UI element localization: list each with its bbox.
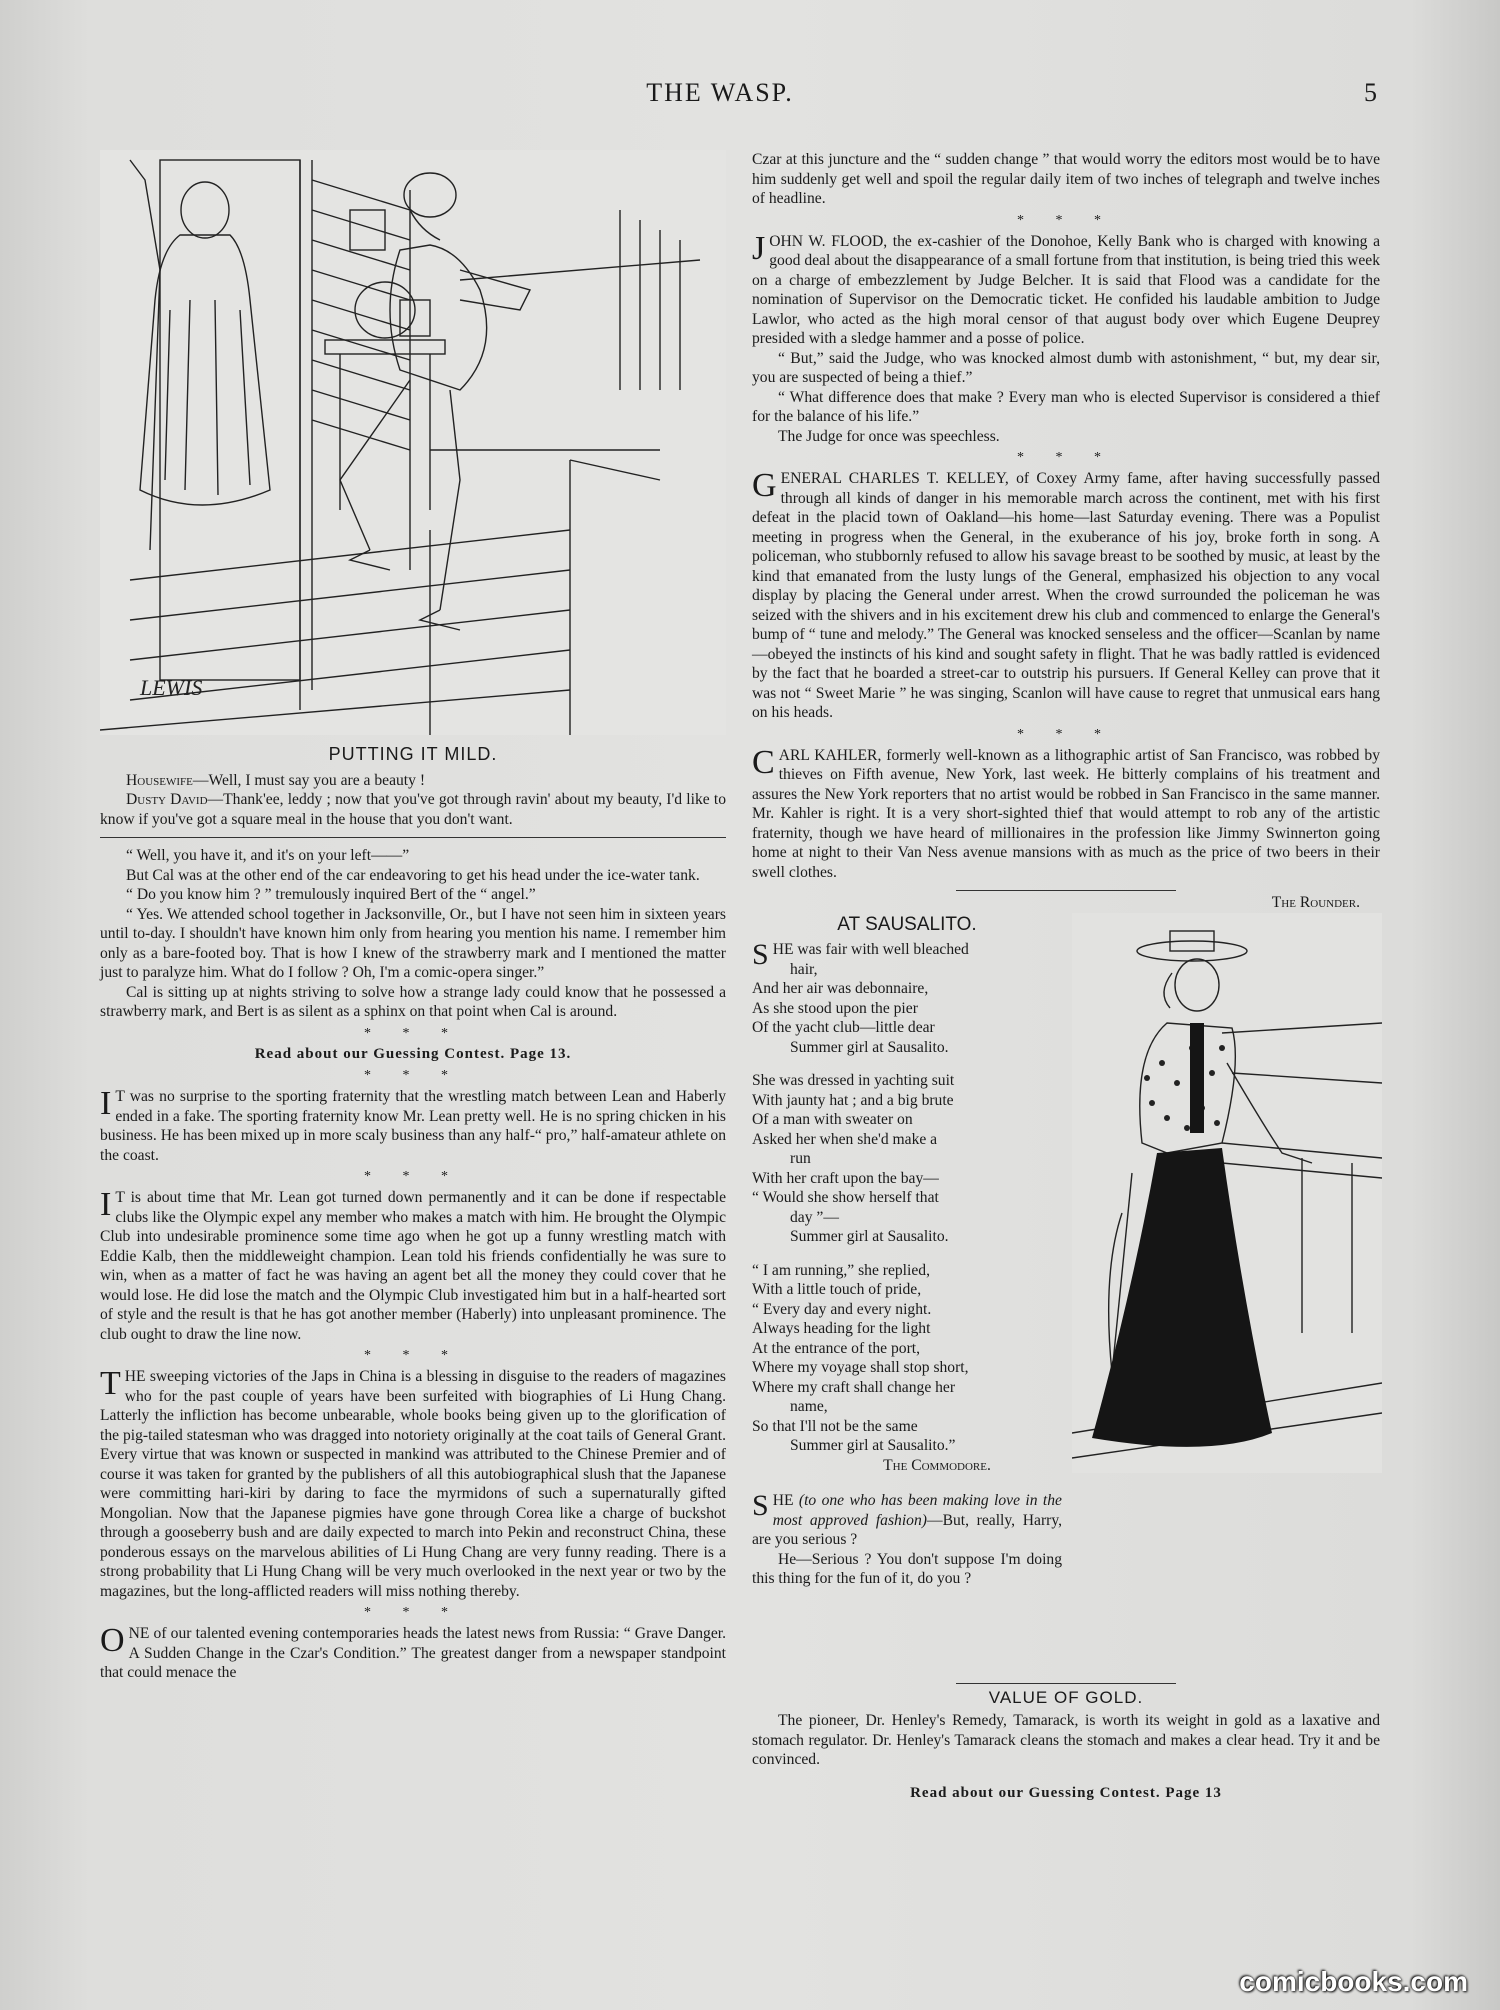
star-separator: * * *	[364, 1605, 462, 1620]
poem-line: Summer girl at Sausalito.”	[790, 1437, 956, 1454]
star-separator: * * *	[1017, 450, 1115, 465]
summer-girl-drawing	[1072, 913, 1382, 1473]
poem-title: AT SAUSALITO.	[837, 913, 977, 935]
drop-cap: J	[752, 229, 766, 267]
right-column	[752, 150, 1380, 1803]
item-text: ARL KAHLER, formerly well-known as a lithographic artist of San Francisco, was robbed by thieves on Fifth avenue, New York, last week. He bitterly complains of his treatment and assures the New York reporters that no artist would be robbed in San Francisco in the same manner. Mr. Kahler is right. It is a very short-sighted thief that would attempt to rob any of the artistic fraternity, though we have heard of millionaires in the profession like Jimmy Swinnerton going home at night to their Van Ness avenue mansions with as much as the price of two beers in their swell clothes.	[752, 746, 1380, 881]
item-mr-lean	[100, 1188, 726, 1344]
poem-line: Where my voyage shall stop short,	[752, 1359, 969, 1376]
masthead-title: THE WASP.	[646, 78, 794, 107]
short-rule	[956, 1683, 1176, 1684]
left-column	[100, 150, 726, 1683]
value-of-gold-title: VALUE OF GOLD.	[988, 1687, 1144, 1707]
item-text: OHN W. FLOOD, the ex-cashier of the Donohoe, Kelly Bank who is charged with knowing a good deal about the disappearance of a small fortune from that institution, is being tried this week on a charge of embezzlement by Judge Belcher. It is said that Flood was a candidate for the nomination of Supervisor on the Democratic ticket. He confided his laudable ambition to Judge Lawlor, who acted as the high moral censor of that august body over which Eugene Deuprey presided with a sledge hammer and a posse of police.	[752, 232, 1380, 347]
poem-line: Where my craft shall change her	[752, 1378, 956, 1396]
artist-signature: LEWIS	[140, 675, 203, 700]
poem-line: “ Every day and every night.	[752, 1300, 932, 1318]
poem-line: Of a man with sweater on	[752, 1111, 913, 1128]
poem-line: With her craft upon the bay—	[752, 1169, 939, 1187]
flood-dialogue: “ What difference does that make ? Every man who is elected Supervisor is considered a thief for the balance of his life.”	[752, 388, 1380, 425]
poem-line: “ I am running,” she replied,	[752, 1261, 930, 1279]
star-separator: * * *	[364, 1025, 462, 1041]
item-text: NE of our talented evening contemporaries heads the latest news from Russia: “ Grave Danger. A Sudden Change in the Czar's Condition.” The greatest danger from a newspaper standpoint that could menace the	[100, 1625, 726, 1681]
item-japs-in-china	[100, 1367, 726, 1601]
commodore-signature: The Commodore.	[883, 1456, 991, 1474]
item-text: ENERAL CHARLES T. KELLEY, of Coxey Army fame, after having successfully passed through all kinds of danger in his memorable march across the continent, met with his first defeat in the placid town of Oakland—his home—last Saturday evening. There was a Populist meeting in progress when the General, in the exuberance of his joy, broke forth in song. A policeman, who stubbornly refused to allow his savage breast to be soothed by music, at least by the kind that emanated from the lusty lungs of the General, emphasized his objection to any vocal display by placing the General under arrest. When the crowd surrounded the policeman he was seized with the shivers and in his excitement drew his club and commenced to enlarge the General's bump of “ tune and melody.” The General was knocked senseless and the officer—Scanlan by name—obeyed the instincts of his kind and sought safety in flight. That he was badly rattled is evidenced by the fact that he boarded a street-car to outstrip his pursuers. If General Kelley can prove that it was not “ Sweet Marie ” he was singing, Scanlon will have cause to regret that unmusical ears hang on his heads.	[752, 470, 1380, 721]
story-paragraph: Cal is sitting up at nights striving to solve how a strange lady could know that he possessed a strawberry mark, and Bert is as silent as a sphinx on that point when Cal is around.	[100, 983, 726, 1020]
drop-cap: O	[100, 1622, 125, 1659]
poem-line: Summer girl at Sausalito.	[790, 1228, 949, 1245]
poem-line: hair,	[790, 960, 818, 978]
section-divider	[100, 837, 726, 838]
flood-dialogue: The Judge for once was speechless.	[778, 427, 1000, 445]
value-of-gold-text: The pioneer, Dr. Henley's Remedy, Tamarack, is worth its weight in gold as a laxative and stomach regulator. Dr. Henley's Tamarack cleans the stomach and makes a clear head. Try it and be convinced.	[752, 1712, 1380, 1768]
page-header	[0, 78, 1500, 118]
poem-section	[752, 913, 1380, 1683]
poem-line: Summer girl at Sausalito.	[790, 1038, 949, 1056]
poem-line: So that I'll not be the same	[752, 1417, 918, 1435]
poem-line: day ”—	[790, 1208, 839, 1226]
dialogue-text: —Thank'ee, leddy ; now that you've got through ravin' about my beauty, I'd like to know if you've got a square meal in the house that you don't want.	[100, 791, 726, 828]
item-text: T is about time that Mr. Lean got turned down permanently and it can be done if respectable clubs like the Olympic expel any member who makes a match with him. He brought the Olympic Club into undesirable prominence some time ago when he got up a funny wrestling match with Eddie Kalb, then the middleweight champion. Lean told his friends confidentially he was sure to win, when as a matter of fact he was having an agent bet all the money they could cover that he would lose. He did lose the match and the Olympic Club investigated him but in a half-hearted sort of style and the result is that he has got another member (Haberly) into unpleasant prominence. The club ought to draw the line now.	[100, 1189, 726, 1343]
item-text: T was no surprise to the sporting fraternity that the wrestling match between Lean and Haberly ended in a fake. The sporting fraternity know Mr. Lean pretty well. He is no spring chicken in his business. He has been mixed up in more scaly business than any half-“ pro,” half-amateur athlete on the coast.	[100, 1088, 726, 1164]
summer-girl-illustration	[1072, 913, 1382, 1473]
poem-line: Of the yacht club—little dear	[752, 1019, 935, 1036]
poem-line: With jaunty hat ; and a big brute	[752, 1091, 954, 1109]
poem-line: At the entrance of the port,	[752, 1339, 920, 1357]
poem-line: run	[790, 1150, 811, 1167]
she-line: —But, really, Harry, are you serious ?	[752, 1511, 1063, 1548]
poem-line: She was dressed in yachting suit	[752, 1072, 955, 1089]
drop-cap: C	[752, 743, 775, 781]
item-text: HE sweeping victories of the Japs in China is a blessing in disguise to the readers of magazines who for the past couple of years have been surfeited with biographies of Li Hung Chang. Latterly the infliction has become unbearable, whole books being given up to the glorification of the pig-tailed statesman who was dragged into notoriety originally at the coat tails of General Grant. Every virtue that was known or suspected in mankind was attributed to the Chinese Premier and of course it was taken for granted by the publishers of all this autobiographical slush that the Japanese were committing hari-kiri by daring to face the myrmidons of such a supernaturally gifted Mongolian. Now that the Japanese pigmies have gone through Corea like a charge of buckshot through a gooseberry bush and are daily expected to march into Pekin and reconstruct China, these ponderous essays on the marvelous abilities of Li Hung Chang are very funny reading. There is a strong probability that Li Hung Chang will be very much overlooked in the next year or two by the magazines, but the long-afflicted readers will miss nothing thereby.	[100, 1368, 726, 1600]
cartoon-housewife-tramp	[100, 150, 726, 735]
poem-at-sausalito	[752, 913, 1062, 1589]
flood-dialogue: “ But,” said the Judge, who was knocked almost dumb with astonishment, “ but, my dear sir, you are suspected of being a thief.”	[752, 349, 1380, 386]
story-paragraph: “ Well, you have it, and it's on your left——”	[126, 847, 410, 864]
drop-cap: T	[100, 1365, 121, 1402]
stage-direction: (to one who has been making love in the most approved fashion)	[772, 1492, 1062, 1529]
drop-cap: I	[100, 1085, 112, 1122]
speaker-housewife: Housewife	[126, 771, 193, 789]
item-czar-news	[100, 1624, 726, 1683]
she-he-joke	[752, 1491, 1062, 1550]
star-separator: * * *	[364, 1169, 462, 1184]
poem-line: As she stood upon the pier	[752, 999, 918, 1017]
item-carl-kahler	[752, 743, 1380, 883]
item-general-kelley	[752, 469, 1380, 723]
item-wrestling-fake	[100, 1087, 726, 1165]
speaker-dusty-david: Dusty David	[126, 791, 208, 808]
dialogue-line-housewife	[100, 771, 726, 791]
watermark: comicbooks.com	[1239, 1966, 1468, 1997]
page-number: 5	[1364, 78, 1377, 107]
star-separator: * * *	[1017, 726, 1115, 742]
guessing-contest-notice: Read about our Guessing Contest. Page 13	[910, 1784, 1222, 1801]
poem-line: “ Would she show herself that	[752, 1189, 939, 1206]
drop-cap: G	[752, 467, 777, 504]
cartoon-caption: PUTTING IT MILD.	[328, 744, 498, 764]
star-separator: * * *	[364, 1068, 462, 1083]
poem-line: And her air was debonnaire,	[752, 980, 929, 997]
rounder-signature: The Rounder.	[1271, 894, 1360, 911]
item-john-flood	[752, 229, 1380, 349]
dialogue-text: —Well, I must say you are a beauty !	[192, 771, 426, 789]
short-rule	[956, 890, 1176, 891]
he-reply: He—Serious ? You don't suppose I'm doing this thing for the fun of it, do you ?	[752, 1550, 1062, 1587]
poem-text: HE was fair with well bleached	[772, 941, 969, 958]
drop-cap: S	[752, 938, 769, 971]
czar-continuation: Czar at this juncture and the “ sudden change ” that would worry the editors most would be to have him suddenly get well and spoil the regular daily item of two inches of telegraph and twelve inches of headline.	[752, 151, 1380, 207]
star-separator: * * *	[364, 1348, 462, 1363]
drop-cap: S	[752, 1489, 769, 1522]
story-paragraph: “ Do you know him ? ” tremulously inquired Bert of the “ angel.”	[126, 886, 536, 903]
she-label: HE	[772, 1492, 794, 1509]
poem-line: Always heading for the light	[752, 1320, 931, 1337]
cartoon-illustration	[100, 150, 726, 735]
story-paragraph: But Cal was at the other end of the car endeavoring to get his head under the ice-water tank.	[126, 866, 700, 884]
star-separator: * * *	[1017, 212, 1115, 228]
story-paragraph: “ Yes. We attended school together in Jacksonville, Or., but I have not seen him in sixteen years until to-day. I shouldn't have known him only from hearing you mention his name. I remember him only as a bare-footed boy. That is how I knew of the strawberry mark and I mentioned the matter just to paralyze him. What do I follow ? Oh, I'm a comic-opera singer.”	[100, 905, 726, 981]
poem-line: Asked her when she'd make a	[752, 1130, 938, 1148]
drop-cap: I	[100, 1186, 112, 1223]
dialogue-line-dusty-david	[100, 790, 726, 829]
guessing-contest-notice: Read about our Guessing Contest. Page 13.	[254, 1045, 572, 1062]
poem-line: With a little touch of pride,	[752, 1281, 922, 1298]
poem-line: name,	[790, 1398, 828, 1415]
